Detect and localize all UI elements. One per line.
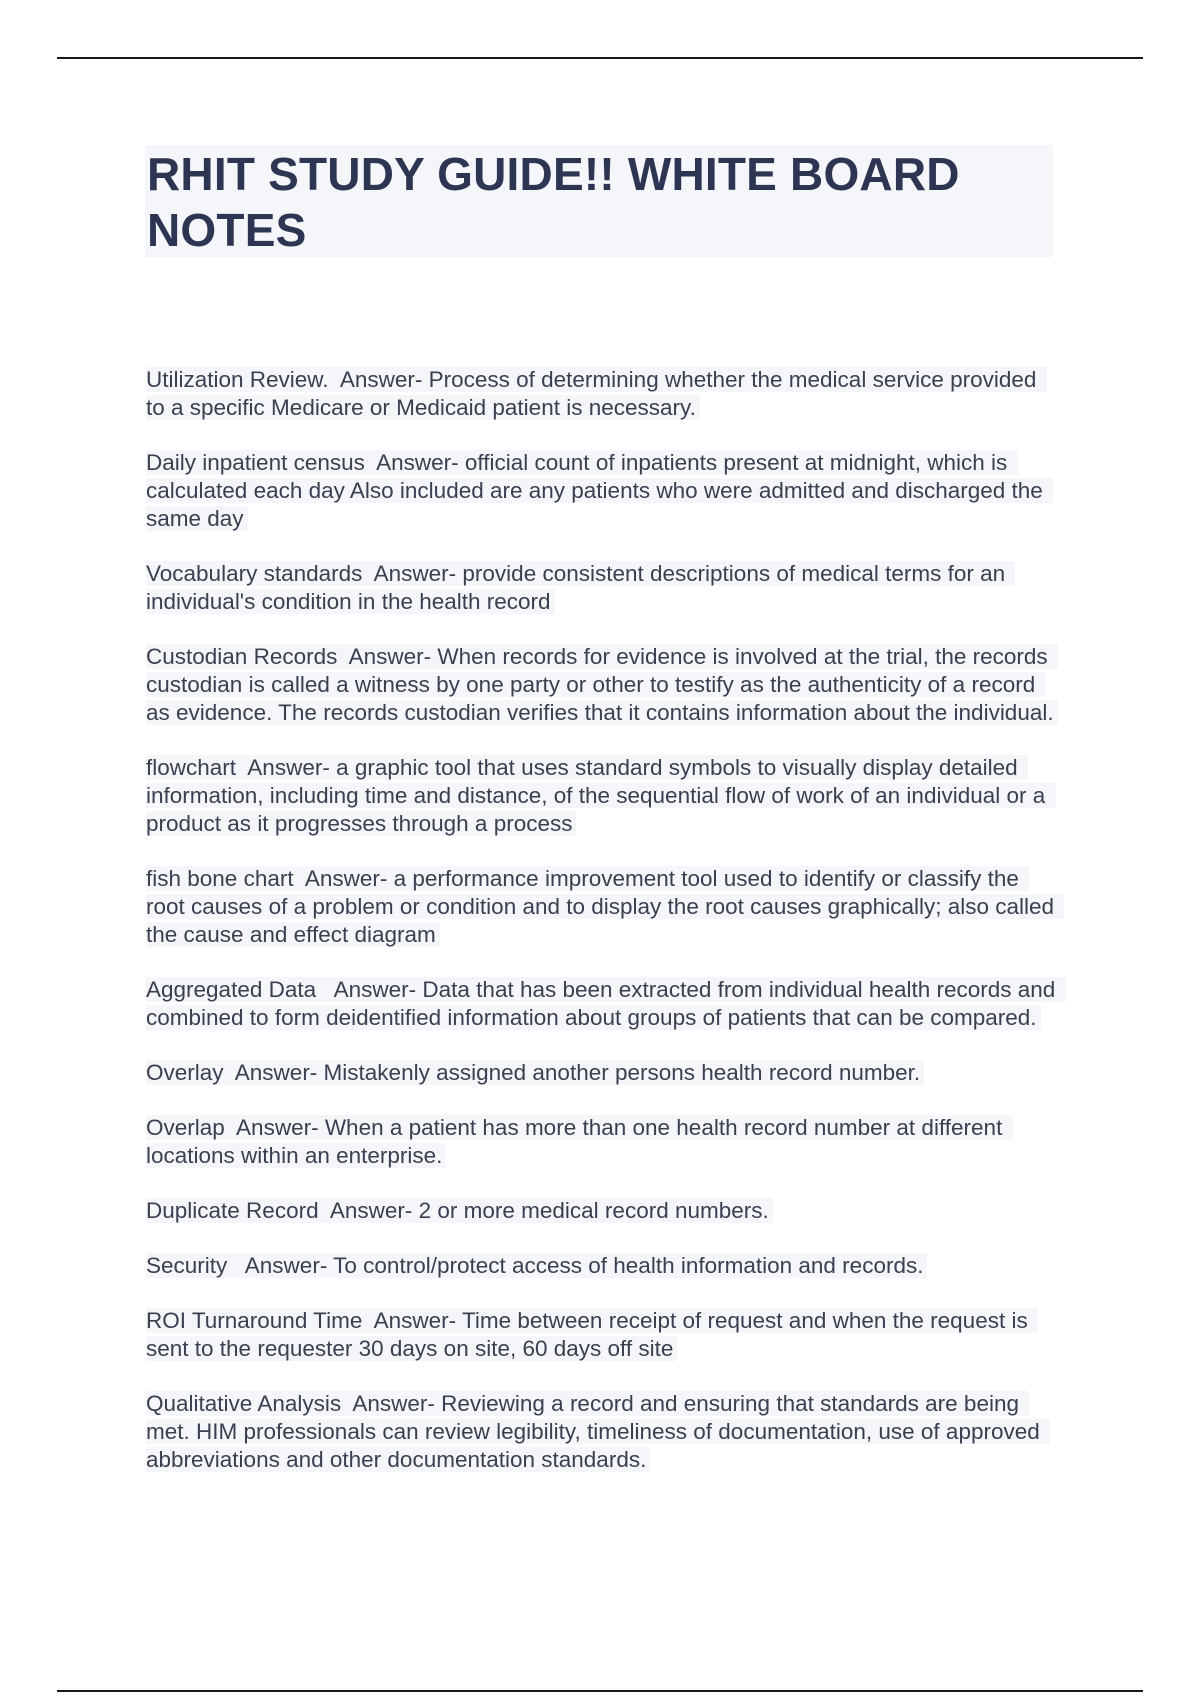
study-entries bbox=[146, 366, 1062, 1501]
entry-text: ROI Turnaround Time Answer- Time between receipt of request and when the request is sent to the requester 30 days on site, 60 days off site bbox=[146, 1308, 1038, 1361]
entry-text: Overlap Answer- When a patient has more than one health record number at different locations within an enterprise. bbox=[146, 1115, 1013, 1168]
study-entry bbox=[146, 560, 1058, 616]
entry-text: Security Answer- To control/protect access of health information and records. bbox=[146, 1253, 927, 1278]
study-entry bbox=[146, 1114, 1058, 1170]
entry-text: Overlay Answer- Mistakenly assigned another persons health record number. bbox=[146, 1060, 924, 1085]
page-title: RHIT STUDY GUIDE!! WHITE BOARD NOTES bbox=[147, 148, 960, 256]
study-entry bbox=[146, 1390, 1058, 1474]
study-entry bbox=[146, 865, 1061, 949]
entry-text: Utilization Review. Answer- Process of determining whether the medical service provided to a specific Medicare or Medicaid patient is necessary. bbox=[146, 367, 1047, 420]
study-entry bbox=[146, 754, 1058, 838]
entry-text: Duplicate Record Answer- 2 or more medical record numbers. bbox=[146, 1198, 773, 1223]
study-entry bbox=[146, 449, 1058, 533]
entry-text: Aggregated Data Answer- Data that has been extracted from individual health records and combined to form deidentified information about groups of patients that can be compared. bbox=[146, 977, 1066, 1030]
entry-text: Custodian Records Answer- When records for evidence is involved at the trial, the records custodian is called a witness by one party or other to testify as the authenticity of a record as evidence. The records custodian verifies that it contains information about the individual. bbox=[146, 644, 1058, 725]
entry-text: Vocabulary standards Answer- provide consistent descriptions of medical terms for an individual's condition in the health record bbox=[146, 561, 1015, 614]
entry-text: Daily inpatient census Answer- official count of inpatients present at midnight, which is calculated each day Also included are any patients who were admitted and discharged the same day bbox=[146, 450, 1053, 531]
top-divider bbox=[57, 57, 1143, 59]
study-entry bbox=[146, 1307, 1058, 1363]
study-entry bbox=[146, 1059, 1058, 1087]
study-entry bbox=[146, 1252, 1058, 1280]
entry-text: flowchart Answer- a graphic tool that uses standard symbols to visually display detailed information, including time and distance, of the sequential flow of work of an individual or a product as it progresses through a process bbox=[146, 755, 1056, 836]
study-entry bbox=[146, 976, 1062, 1032]
bottom-divider bbox=[57, 1690, 1143, 1692]
study-entry bbox=[146, 1197, 1058, 1225]
entry-text: fish bone chart Answer- a performance improvement tool used to identify or classify the root causes of a problem or condition and to display the root causes graphically; also called the cause and effect diagram bbox=[146, 866, 1064, 947]
study-entry bbox=[146, 366, 1058, 422]
entry-text: Qualitative Analysis Answer- Reviewing a record and ensuring that standards are being met. HIM professionals can review legibility, timeliness of documentation, use of approved abbreviations and other documentation standards. bbox=[146, 1391, 1050, 1472]
study-entry bbox=[146, 643, 1058, 727]
